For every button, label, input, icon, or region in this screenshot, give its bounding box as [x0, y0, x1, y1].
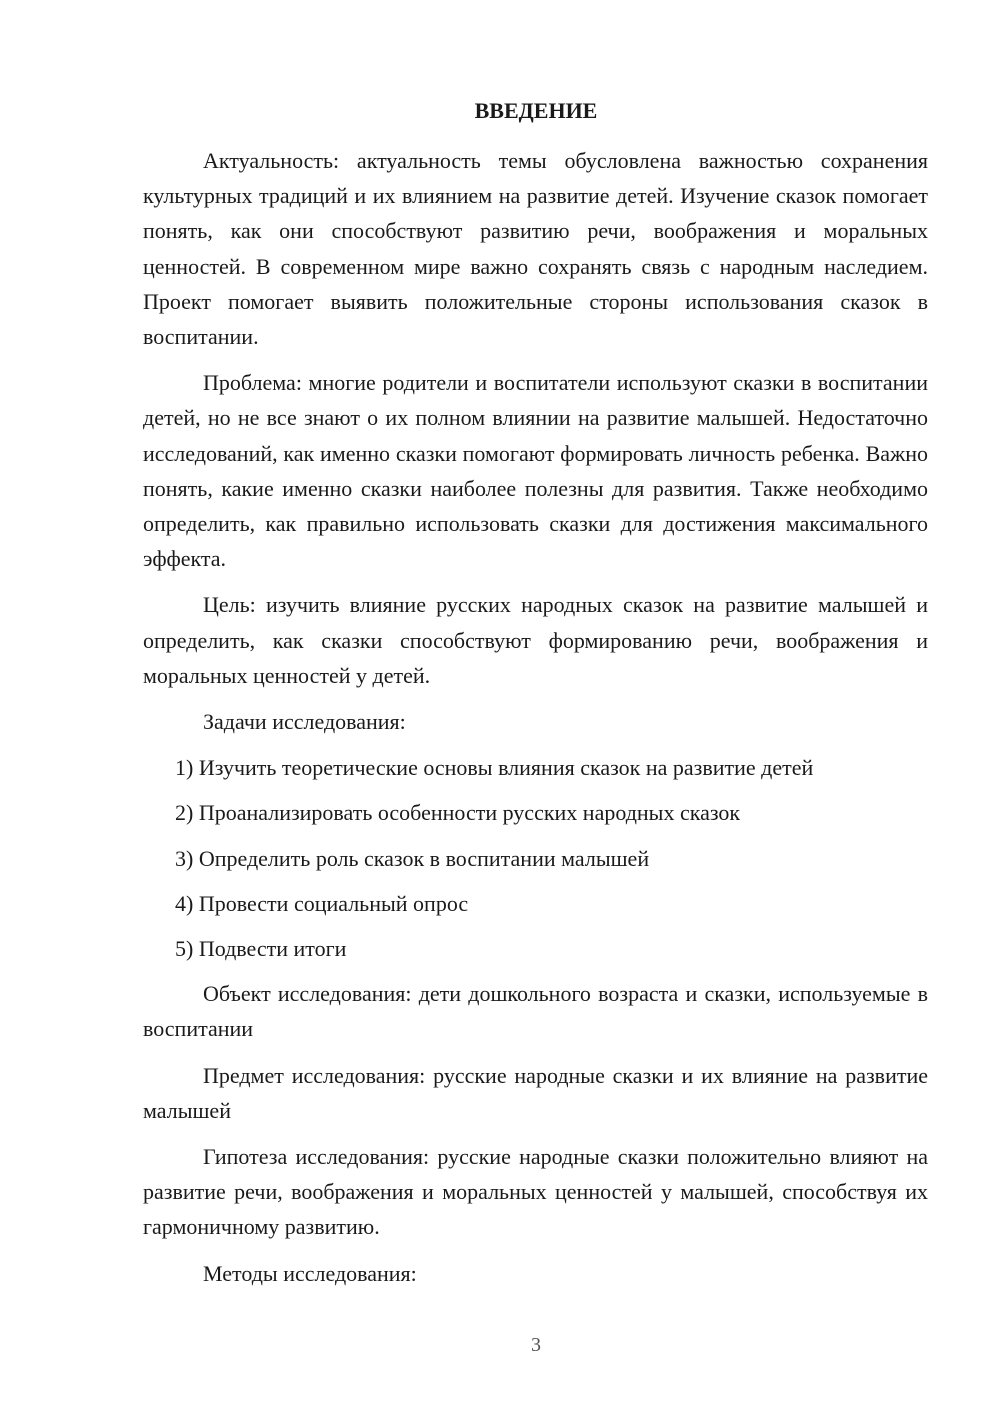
hypothesis-paragraph: Гипотеза исследования: русские народные сказки положительно влияют на развитие речи, воображения и моральных ценностей у малышей, способствуя их гармоничному развитию. — [143, 1144, 928, 1240]
subject-paragraph: Предмет исследования: русские народные сказки и их влияние на развитие малышей — [143, 1062, 928, 1123]
tasks-list — [143, 750, 928, 966]
list-item: 5) Подвести итоги — [175, 936, 347, 962]
document-body — [143, 143, 928, 1302]
relevance-paragraph: Актуальность: актуальность темы обусловлена важностью сохранения культурных традиций и их влиянием на развитие детей. Изучение сказок помогает понять, как они способствуют развитию речи, воображения и моральных ценностей. В современном мире важно сохранять связь с народным наследием. Проект помогает выявить положительные стороны использования сказок в воспитании. — [143, 148, 928, 350]
list-item: 2) Проанализировать особенности русских народных сказок — [175, 800, 741, 826]
list-item: 1) Изучить теоретические основы влияния сказок на развитие детей — [175, 755, 814, 781]
section-title: ВВЕДЕНИЕ — [474, 98, 598, 123]
list-item: 4) Провести социальный опрос — [175, 890, 469, 916]
goal-paragraph: Цель: изучить влияние русских народных сказок на развитие малышей и определить, как сказки способствуют формированию речи, воображения и моральных ценностей у детей. — [143, 592, 928, 688]
methods-heading: Методы исследования: — [203, 1260, 417, 1286]
tasks-heading: Задачи исследования: — [203, 709, 406, 735]
object-paragraph: Объект исследования: дети дошкольного возраста и сказки, используемые в воспитании — [143, 981, 928, 1042]
page-number: 3 — [531, 1334, 541, 1356]
problem-paragraph: Проблема: многие родители и воспитатели используют сказки в воспитании детей, но не все знают о их полном влиянии на развитие малышей. Недостаточно исследований, как именно сказки помогают формировать личность ребенка. Важно понять, какие именно сказки наиболее полезны для развития. Также необходимо определить, как правильно использовать сказки для достижения максимального эффекта. — [143, 370, 928, 572]
list-item: 3) Определить роль сказок в воспитании малышей — [175, 845, 650, 871]
